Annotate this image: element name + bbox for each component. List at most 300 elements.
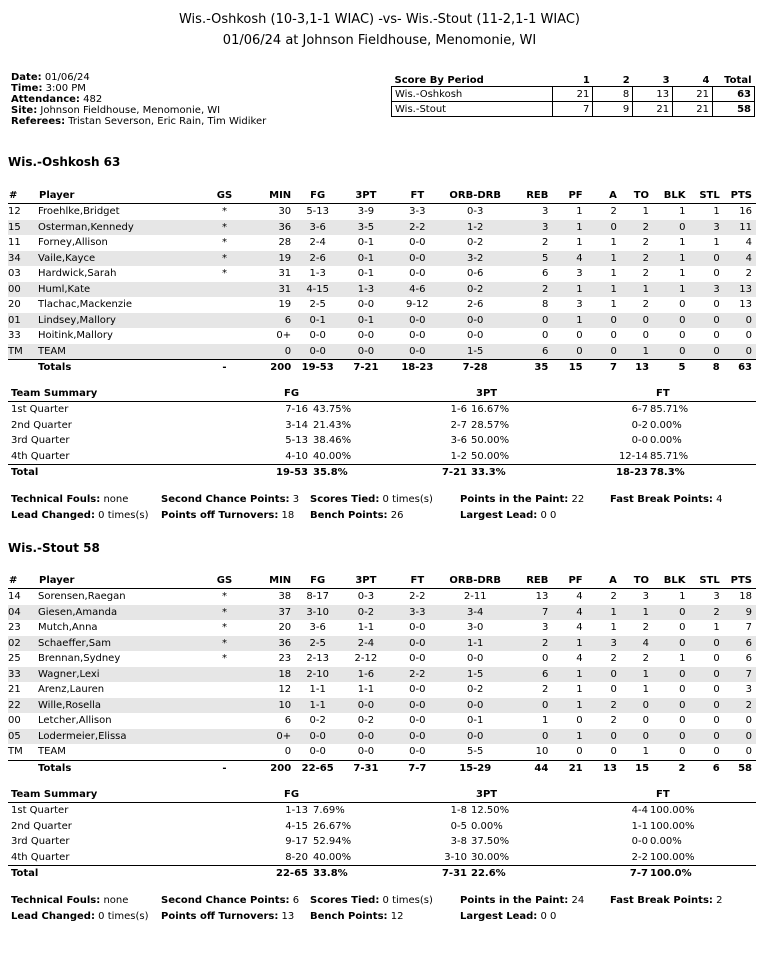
summary-cell: 21.43%	[313, 419, 352, 431]
stat-cell: 23	[278, 653, 292, 665]
stat-cell: *	[199, 605, 250, 621]
summary-header: 3PT	[476, 388, 498, 399]
misc-label: Fast Break Points:	[610, 494, 713, 505]
totals-cell: 15	[552, 360, 586, 376]
stat-cell: 0	[653, 698, 689, 714]
stat-cell: 0-1	[340, 251, 391, 267]
stat-cell: 2-4	[309, 237, 326, 249]
stat-cell	[199, 282, 250, 298]
stat-cell: 0-0	[309, 746, 326, 758]
stat-cell: 2	[541, 684, 549, 696]
player-name: Hardwick,Sarah	[38, 268, 117, 280]
misc-bench	[310, 510, 403, 521]
summary-row	[8, 803, 756, 819]
misc-value: 22	[571, 494, 585, 505]
summary-cell: 0-0	[631, 435, 648, 446]
summary-cell: 3-6	[450, 435, 467, 446]
stat-cell: 9-12	[405, 299, 429, 311]
sbp-row	[392, 87, 755, 102]
player-row	[8, 220, 756, 236]
sbp-cell: Wis.-Stout	[392, 102, 553, 117]
summary-cell: 1st Quarter	[11, 404, 69, 415]
summary-cell: 6-7	[631, 404, 648, 415]
player-name: TEAM	[38, 344, 199, 360]
totals-cell	[8, 360, 38, 376]
date-label: Date:	[11, 72, 42, 83]
stat-cell: 1-6	[340, 667, 391, 683]
column-header: #	[8, 572, 38, 589]
stat-cell: 02	[8, 636, 38, 652]
stat-cell: 3-9	[357, 206, 375, 218]
misc-fast	[610, 895, 722, 906]
stat-cell: 1	[541, 715, 549, 727]
report-title: Wis.-Oshkosh (10-3,1-1 WIAC) -vs- Wis.-Stout (11-2,1-1 WIAC)	[178, 12, 580, 27]
stat-cell: 0-0	[409, 653, 426, 665]
totals-cell	[8, 760, 38, 776]
misc-tech	[11, 895, 128, 906]
stat-cell: 0	[713, 684, 720, 696]
column-header: FT	[392, 187, 443, 204]
stat-cell: 2-2	[409, 591, 426, 603]
stat-cell: 2	[724, 698, 756, 714]
stat-cell: 1	[552, 220, 586, 236]
stat-cell: 0-0	[340, 729, 391, 745]
stat-cell: 16	[739, 206, 752, 218]
totals-cell: Totals	[38, 360, 199, 376]
stat-cell: 2-10	[295, 667, 340, 683]
totals-cell: 7-28	[443, 360, 507, 376]
stat-cell: 0	[713, 330, 720, 342]
summary-cell: 50.00%	[471, 450, 510, 462]
misc-label: Fast Break Points:	[610, 895, 713, 906]
totals-cell: 8	[689, 360, 723, 376]
player-name: Schaeffer,Sam	[38, 636, 199, 652]
stat-cell: 0	[552, 344, 586, 360]
summary-cell: 0.00%	[650, 419, 682, 431]
player-name: Brennan,Sydney	[38, 653, 121, 665]
totals-cell: 44	[507, 760, 552, 776]
misc-tech	[11, 494, 128, 505]
stat-cell: *	[221, 591, 227, 603]
stat-cell: 1	[621, 605, 653, 621]
player-name: Hoitink,Mallory	[38, 330, 113, 342]
stat-cell: 4	[576, 653, 583, 665]
stat-cell: 0	[745, 330, 752, 342]
misc-value: 3	[292, 494, 300, 505]
stat-cell: 4-15	[295, 282, 340, 298]
totals-cell: 63	[724, 360, 756, 376]
player-row	[8, 589, 756, 605]
column-header: FG	[295, 572, 340, 589]
stat-cell: 0	[587, 313, 621, 329]
stat-cell: 5-5	[467, 746, 484, 758]
stat-cell: 0	[724, 313, 756, 329]
player-name: Giesen,Amanda	[38, 605, 199, 621]
stat-cell: 0-0	[392, 251, 443, 267]
stat-cell: 1	[642, 746, 650, 758]
summary-total-cell: 19-53	[276, 467, 308, 478]
stat-cell: 1	[621, 667, 653, 683]
stat-cell: 4	[745, 237, 752, 249]
stat-cell: 11	[724, 220, 756, 236]
stat-cell: 4	[621, 636, 653, 652]
stat-cell: 0+	[276, 330, 292, 342]
totals-row	[8, 360, 756, 376]
sbp-cell: Wis.-Oshkosh	[392, 87, 553, 102]
stat-cell: 0	[587, 220, 621, 236]
stat-cell: 19	[250, 251, 295, 267]
attendance-value: 482	[83, 94, 103, 105]
summary-total-cell: Total	[11, 467, 39, 478]
misc-value: 0 times(s)	[98, 911, 149, 922]
sbp-row	[392, 102, 755, 117]
summary-cell: 1-2	[450, 450, 467, 462]
stat-cell: 0	[689, 667, 723, 683]
stat-cell: TM	[8, 344, 38, 360]
stat-cell: 1	[713, 206, 720, 218]
misc-value: 24	[571, 895, 585, 906]
stat-cell: 2	[507, 282, 552, 298]
totals-cell: 13	[587, 760, 621, 776]
stat-cell: 2	[610, 715, 617, 727]
stat-cell: 0	[610, 684, 617, 696]
stat-cell: 0-0	[357, 330, 375, 342]
misc-label: Largest Lead:	[460, 911, 538, 922]
stat-cell: 0	[653, 729, 689, 745]
player-row	[8, 651, 756, 667]
misc-label: Largest Lead:	[460, 510, 538, 521]
summary-total-cell: 7-21	[441, 467, 467, 478]
stat-cell: 2	[642, 622, 650, 634]
report-subtitle: 01/06/24 at Johnson Fieldhouse, Menomonie, WI	[222, 33, 537, 48]
stat-cell: 1	[610, 237, 617, 249]
stat-cell: *	[221, 653, 227, 665]
stat-cell: 0	[576, 746, 583, 758]
sbp-cell: 21	[673, 87, 713, 102]
stat-cell: 37	[250, 605, 295, 621]
stat-cell: 0	[689, 344, 723, 360]
totals-cell: 6	[689, 760, 723, 776]
misc-tied	[310, 494, 433, 505]
stat-cell: 0	[621, 729, 653, 745]
summary-cell: 0-0	[631, 836, 648, 847]
stat-cell: 0	[653, 313, 689, 329]
column-header: BLK	[653, 572, 689, 589]
stat-cell: 2-5	[309, 299, 326, 311]
stat-cell: 21	[8, 684, 21, 696]
stat-cell: 3	[507, 220, 552, 236]
summary-cell: 0.00%	[650, 836, 682, 847]
summary-total-cell: 7-7	[629, 868, 648, 879]
misc-bench	[310, 911, 403, 922]
totals-cell: 2	[653, 760, 689, 776]
misc-label: Scores Tied:	[310, 494, 380, 505]
player-name: Wille,Rosella	[38, 698, 199, 714]
stat-cell: 10	[535, 746, 549, 758]
summary-cell: 37.50%	[471, 836, 510, 847]
player-row	[8, 729, 756, 745]
column-header: PTS	[724, 572, 756, 589]
stat-cell: 1	[679, 206, 686, 218]
column-header: REB	[507, 572, 552, 589]
stat-cell: 1	[576, 206, 583, 218]
stat-cell: 10	[250, 698, 295, 714]
summary-row	[8, 418, 756, 434]
misc-label: Technical Fouls:	[11, 895, 101, 906]
summary-total-cell: 33.8%	[313, 868, 348, 879]
stat-cell: 1	[621, 344, 653, 360]
stat-cell: 1	[653, 282, 689, 298]
sbp-cell: 8	[593, 87, 633, 102]
stat-cell	[199, 297, 250, 313]
stat-cell: 8	[541, 299, 549, 311]
totals-cell: 7	[587, 360, 621, 376]
attendance-label: Attendance:	[11, 94, 80, 105]
summary-cell: 2-2	[631, 851, 648, 863]
stat-cell: 34	[8, 251, 38, 267]
column-header: A	[587, 572, 621, 589]
stat-cell: 8-17	[306, 591, 330, 603]
stat-cell: 0-0	[309, 330, 326, 342]
stat-cell: 0	[587, 344, 621, 360]
totals-cell: 35	[507, 360, 552, 376]
stat-cell: 0-2	[340, 605, 391, 621]
totals-cell: 13	[621, 360, 653, 376]
stat-cell: 15	[8, 220, 38, 236]
summary-cell: 30.00%	[471, 851, 510, 863]
stat-cell: 0-0	[357, 299, 375, 311]
stat-cell: 2	[689, 605, 723, 621]
stat-cell: *	[221, 622, 227, 634]
summary-cell: 28.57%	[471, 419, 510, 431]
stat-cell: 0-0	[392, 636, 443, 652]
misc-value: 0 times(s)	[382, 494, 433, 505]
stat-cell: 0-0	[443, 313, 507, 329]
player-row	[8, 297, 756, 313]
player-row	[8, 698, 756, 714]
stat-cell	[199, 744, 250, 760]
summary-cell: 100.00%	[650, 851, 695, 863]
stat-cell: 0-0	[392, 313, 443, 329]
stat-cell: 3	[745, 684, 752, 696]
stat-cell: 0	[745, 715, 752, 727]
stat-cell: 0	[621, 698, 653, 714]
player-row	[8, 620, 756, 636]
summary-cell: 12-14	[618, 450, 648, 462]
stat-cell: 3	[576, 268, 583, 280]
stat-cell: 0	[713, 653, 720, 665]
stat-cell: 0-0	[392, 729, 443, 745]
stat-cell: 22	[8, 698, 38, 714]
stat-cell: 2	[642, 268, 650, 280]
time-label: Time:	[11, 83, 43, 94]
stat-cell: 1	[552, 729, 586, 745]
misc-value: 0 0	[540, 510, 557, 521]
stat-cell: 1	[610, 299, 617, 311]
stat-cell: 2-11	[463, 591, 487, 603]
stat-cell: 36	[250, 220, 295, 236]
summary-total-cell: 22.6%	[471, 868, 506, 879]
stat-cell: 3	[713, 591, 720, 603]
totals-cell: 7-7	[392, 760, 443, 776]
stat-cell: 30	[278, 206, 292, 218]
stat-cell: 0	[689, 636, 723, 652]
stat-cell: 0-3	[357, 591, 375, 603]
stat-cell: 0-2	[467, 684, 484, 696]
summary-cell: 38.46%	[313, 435, 352, 446]
stat-cell: 0	[653, 344, 689, 360]
misc-label: Second Chance Points:	[161, 494, 290, 505]
summary-cell: 3-8	[450, 836, 467, 847]
stat-cell: 5-13	[306, 206, 330, 218]
stat-cell: 1	[610, 622, 617, 634]
stat-cell: 13	[739, 299, 752, 311]
totals-cell: Totals	[38, 760, 199, 776]
stat-cell: 3-6	[295, 220, 340, 236]
stat-cell: 0-0	[409, 268, 426, 280]
stat-cell: 0-1	[295, 313, 340, 329]
column-header: TO	[621, 187, 653, 204]
misc-pot	[161, 510, 294, 521]
stat-cell: 2-4	[340, 636, 391, 652]
stat-cell: 13	[724, 282, 756, 298]
stat-cell: 0	[541, 330, 549, 342]
stat-cell: 28	[278, 237, 292, 249]
stat-cell: 20	[8, 299, 21, 311]
stat-cell: 2-12	[354, 653, 378, 665]
player-row	[8, 251, 756, 267]
column-header: ORB-DRB	[443, 187, 507, 204]
stat-cell: 3	[689, 282, 723, 298]
summary-total-cell: 78.3%	[650, 467, 685, 478]
stat-cell: 0-3	[467, 206, 484, 218]
summary-cell: 26.67%	[313, 820, 352, 832]
stat-cell: 38	[278, 591, 292, 603]
stat-cell: 0-0	[340, 698, 391, 714]
summary-cell: 1-13	[285, 805, 308, 816]
sbp-header-cell: 3	[662, 74, 670, 86]
stat-cell: 01	[8, 313, 38, 329]
misc-label: Lead Changed:	[11, 911, 95, 922]
totals-cell: 18-23	[392, 360, 443, 376]
sbp-cell: 21	[633, 102, 673, 117]
stat-cell: 0-0	[409, 237, 426, 249]
stat-cell: 0	[745, 746, 752, 758]
summary-header: FG	[284, 789, 300, 800]
stat-cell: 0	[653, 220, 689, 236]
stat-cell: 2	[745, 268, 752, 280]
stat-cell: 1-1	[295, 698, 340, 714]
player-row	[8, 636, 756, 652]
summary-cell: 4-15	[285, 820, 308, 832]
stat-cell: 31	[250, 282, 295, 298]
stat-cell: 0-0	[409, 746, 426, 758]
summary-cell: 3-10	[444, 851, 467, 863]
stat-cell: 1	[679, 237, 686, 249]
stat-cell: 2-6	[467, 299, 484, 311]
column-header: 3PT	[340, 187, 391, 204]
player-row	[8, 266, 756, 282]
stat-cell: 2-13	[306, 653, 330, 665]
stat-cell: 12	[8, 206, 21, 218]
sbp-cell: 21	[553, 87, 593, 102]
stat-cell: 0-0	[467, 330, 484, 342]
player-row	[8, 713, 756, 729]
stat-cell: 6	[724, 636, 756, 652]
time-value: 3:00 PM	[45, 83, 86, 94]
stat-cell: 0	[642, 330, 650, 342]
stat-cell: 0-2	[309, 715, 326, 727]
stat-cell: 1	[552, 667, 586, 683]
column-header: Player	[38, 572, 199, 589]
stat-cell: 0-1	[357, 268, 375, 280]
misc-second	[161, 895, 299, 906]
stat-cell: 0-0	[443, 729, 507, 745]
stat-cell: 0	[610, 746, 617, 758]
totals-cell: -	[199, 360, 250, 376]
stat-cell: 0	[250, 344, 295, 360]
site-value: Johnson Fieldhouse, Menomonie, WI	[40, 105, 221, 116]
stat-cell	[199, 313, 250, 329]
stat-cell: 2	[610, 591, 617, 603]
misc-label: Points in the Paint:	[460, 494, 569, 505]
misc-paint	[460, 494, 584, 505]
stat-cell	[199, 698, 250, 714]
misc-paint	[460, 895, 584, 906]
score-by-period-table	[391, 74, 755, 117]
summary-cell: 7.69%	[313, 805, 345, 816]
stat-cell: 7	[724, 667, 756, 683]
stat-cell: 0	[507, 729, 552, 745]
totals-cell: 7-21	[340, 360, 391, 376]
stat-cell: 3	[587, 636, 621, 652]
summary-cell: 50.00%	[471, 435, 510, 446]
referees-label: Referees:	[11, 116, 66, 127]
summary-total-cell: Total	[11, 868, 39, 879]
player-name: Forney,Allison	[38, 237, 108, 249]
summary-cell: 2nd Quarter	[11, 419, 72, 431]
column-header: PF	[552, 572, 586, 589]
stat-cell: 1-3	[340, 282, 391, 298]
stat-cell: 1-1	[309, 684, 326, 696]
column-header: GS	[199, 187, 250, 204]
misc-value: 4	[716, 494, 723, 505]
stat-cell: 0	[642, 715, 650, 727]
player-row	[8, 744, 756, 760]
totals-row	[8, 760, 756, 776]
stat-cell: 1	[679, 591, 686, 603]
team2-summary	[8, 789, 756, 882]
stat-cell: 3-5	[340, 220, 391, 236]
stat-cell: 2	[587, 698, 621, 714]
totals-cell: 58	[724, 760, 756, 776]
stat-cell: 0	[689, 313, 723, 329]
stat-cell: 1-1	[443, 636, 507, 652]
misc-label: Bench Points:	[310, 510, 388, 521]
stat-cell: 6	[284, 715, 292, 727]
misc-largest	[460, 510, 556, 521]
stat-cell: 0	[576, 330, 583, 342]
stat-cell: 1	[713, 237, 720, 249]
stat-cell: 3	[689, 220, 723, 236]
stat-cell: 0-2	[443, 282, 507, 298]
stat-cell: 36	[250, 636, 295, 652]
misc-second	[161, 494, 299, 505]
referees-value: Tristan Severson, Eric Rain, Tim Widiker	[68, 116, 267, 127]
stat-cell: 3-3	[392, 605, 443, 621]
column-header: PF	[552, 187, 586, 204]
sbp-cell: 7	[553, 102, 593, 117]
